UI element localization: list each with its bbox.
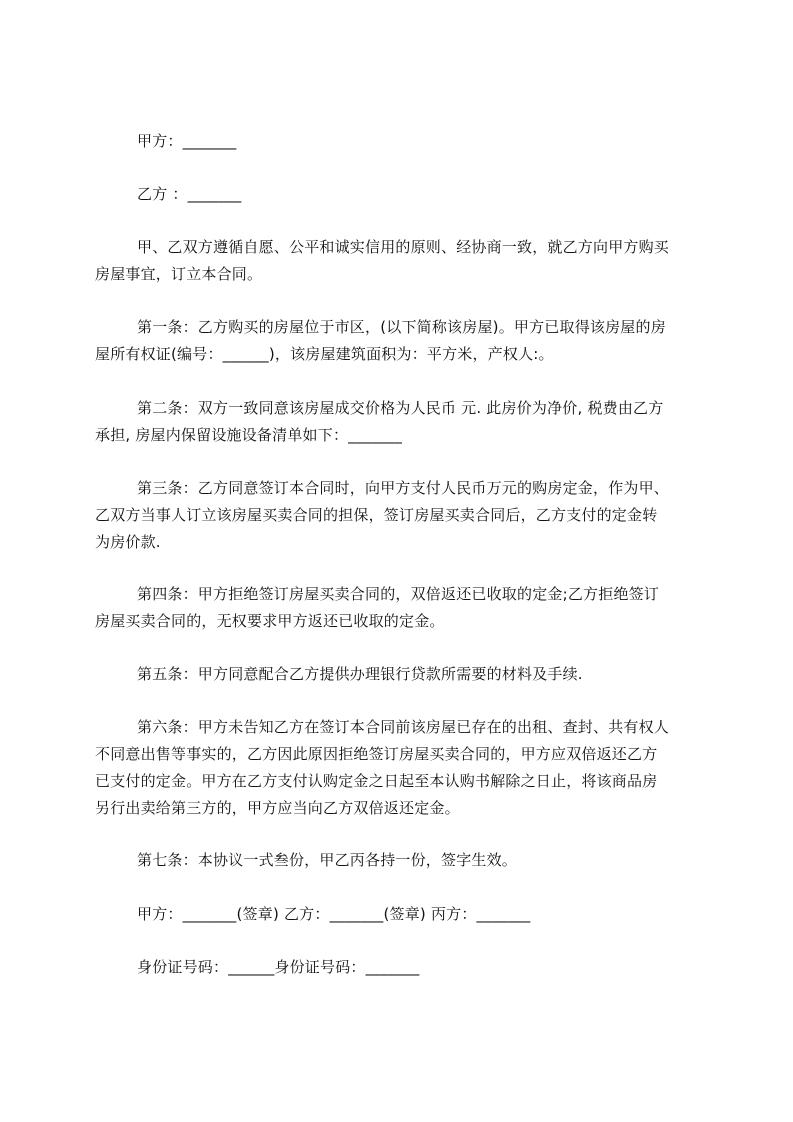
article-6-line-4: 另行出卖给第三方的，甲方应当向乙方双倍返还定金。 — [95, 799, 460, 817]
article-6-line-3: 已支付的定金。甲方在乙方支付认购定金之日起至本认购书解除之日止，将该商品房 — [95, 772, 658, 790]
party-b-line — [95, 181, 703, 208]
article-2-line-2: 承担, 房屋内保留设施设备清单如下：_______ — [95, 426, 403, 444]
article-7-paragraph — [95, 847, 703, 874]
article-5-paragraph — [95, 661, 703, 688]
article-1-line-1: 第一条：乙方购买的房屋位于市区，(以下简称该房屋)。甲方已取得该房屋的房 — [137, 318, 666, 336]
signature-line — [95, 901, 703, 928]
preamble-paragraph — [95, 234, 703, 288]
article-4-paragraph — [95, 581, 703, 635]
id-number-text: 身份证号码：______身份证号码：_______ — [137, 958, 420, 976]
article-1-paragraph — [95, 314, 703, 368]
article-6-paragraph — [95, 714, 703, 822]
article-3-line-2: 乙双方当事人订立该房屋买卖合同的担保，签订房屋买卖合同后，乙方支付的定金转 — [95, 506, 658, 524]
party-a-line — [95, 128, 703, 155]
party-a-text: 甲方：_______ — [137, 132, 237, 150]
id-number-line — [95, 954, 703, 981]
article-3-line-3: 为房价款. — [95, 533, 161, 551]
article-4-line-2: 房屋买卖合同的，无权要求甲方返还已收取的定金。 — [95, 612, 445, 630]
article-3-paragraph — [95, 475, 703, 556]
preamble-line-2: 房屋事宜，订立本合同。 — [95, 265, 263, 283]
article-3-line-1: 第三条：乙方同意签订本合同时，向甲方支付人民币万元的购房定金，作为甲、 — [137, 479, 670, 497]
article-1-line-2: 屋所有权证(编号：______)，该房屋建筑面积为：平方米，产权人:。 — [95, 345, 554, 363]
article-4-line-1: 第四条：甲方拒绝签订房屋买卖合同的，双倍返还已收取的定金;乙方拒绝签订 — [137, 585, 660, 603]
article-7-line-1: 第七条：本协议一式叁份，甲乙丙各持一份，签字生效。 — [137, 851, 518, 869]
party-b-text: 乙方 ：_______ — [137, 185, 242, 203]
preamble-line-1: 甲、乙双方遵循自愿、公平和诚实信用的原则、经协商一致，就乙方向甲方购买 — [137, 238, 670, 256]
article-6-line-2: 不同意出售等事实的，乙方因此原因拒绝签订房屋买卖合同的，甲方应双倍返还乙方 — [95, 745, 658, 763]
article-2-paragraph — [95, 395, 703, 449]
signature-text: 甲方：_______(签章) 乙方：_______(签章) 丙方：_______ — [137, 905, 531, 923]
article-6-line-1: 第六条：甲方未告知乙方在签订本合同前该房屋已存在的出租、查封、共有权人 — [137, 718, 670, 736]
article-2-line-1: 第二条：双方一致同意该房屋成交价格为人民币 元. 此房价为净价, 税费由乙方 — [137, 399, 664, 417]
article-5-line-1: 第五条：甲方同意配合乙方提供办理银行贷款所需要的材料及手续. — [137, 665, 583, 683]
